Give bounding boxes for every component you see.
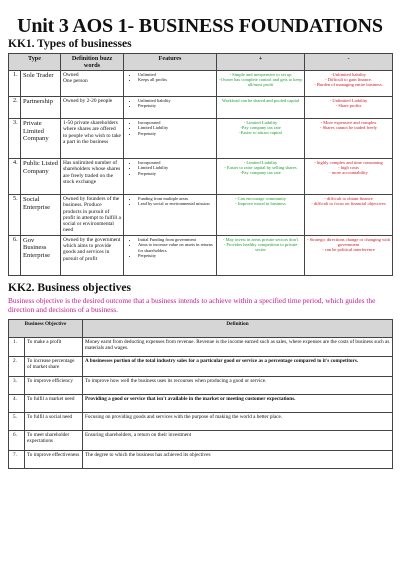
type-definition: 1-50 private shareholders where shares are offered to people who wish to take a part in the business (61, 119, 124, 159)
feature-item: • Perpetuity (138, 253, 214, 258)
objective-name: To increase percentage of market share (25, 356, 83, 376)
objectives-header-row (9, 319, 393, 337)
business-type: Public Listed Company (21, 159, 61, 195)
row-number: 4. (9, 159, 21, 195)
objective-definition: Providing a good or service that isn't available in the market or meeting customer expectations. (83, 394, 393, 412)
disadvantages: - highly complex and time consuming - high costs - more accountability (305, 159, 393, 195)
type-features (124, 195, 217, 236)
type-features (124, 119, 217, 159)
header-definition: Definition buzz words (61, 54, 124, 71)
feature-item: • Incorporated (138, 160, 214, 165)
business-type: Social Enterprise (21, 195, 61, 236)
row-number: 1. (9, 71, 21, 97)
objective-number: 6. (9, 430, 25, 450)
objective-number: 5. (9, 412, 25, 430)
feature-item: • Perpetuity (138, 171, 214, 176)
feature-item: • Initial Funding from government (138, 237, 214, 242)
business-type-row (9, 71, 393, 97)
feature-item: • Limited Liability (138, 125, 214, 130)
objective-name: To improve effectiveness (25, 450, 83, 468)
feature-item: • Unlimited liability (138, 98, 214, 103)
type-definition: Owned by 2-20 people (61, 97, 124, 119)
business-type-row (9, 159, 393, 195)
document-page (8, 15, 392, 469)
header-type: Type (9, 54, 61, 71)
advantages: - Simple and inexpensive to set up -Owner has complete control and gets to keep all/most profit (217, 71, 305, 97)
features-list (126, 72, 214, 83)
type-definition: Owned by the government which aims to provide goods and services in pursuit of profit (61, 235, 124, 275)
type-features (124, 71, 217, 97)
objective-row (9, 394, 393, 412)
feature-item: • Perpetuity (138, 103, 214, 108)
header-plus: + (217, 54, 305, 71)
advantages: - Can encourage community - Improve moral in business (217, 195, 305, 236)
business-type: Private Limited Company (21, 119, 61, 159)
objective-row (9, 450, 393, 468)
objective-definition: Ensuring shareholders, a return on their investment (83, 430, 393, 450)
type-features (124, 97, 217, 119)
disadvantages: -Unlimited liability - Difficult to gain finance. - Burden of managing entire business. (305, 71, 393, 97)
feature-item: • Aims to increase value on assets in returns for shareholders. (138, 242, 214, 253)
objective-name: To make a profit (25, 337, 83, 356)
features-list (126, 196, 214, 207)
disadvantages: - More expensive and complex - Shares cannot be traded freely (305, 119, 393, 159)
advantages: - Limited Liability - Easier to raise capital by selling shares -Pay company tax rate (217, 159, 305, 195)
business-objectives-table (8, 319, 393, 469)
objective-row (9, 412, 393, 430)
disadvantages: - Strategic directions change or changing with government - can be political interference (305, 235, 393, 275)
advantages: - Limited Liability -Pay company tax rate -Easier to attract capital (217, 119, 305, 159)
objective-name: To fulfil a social need (25, 412, 83, 430)
header-business-objective: Business Objective (9, 319, 83, 337)
objective-row (9, 376, 393, 394)
features-list (126, 98, 214, 109)
type-definition: Owned One person (61, 71, 124, 97)
business-type: Gov Business Enterprise (21, 235, 61, 275)
objective-number: 4. (9, 394, 25, 412)
objective-row (9, 356, 393, 376)
type-definition: Has unlimited number of shareholders whose shares are freely traded on the stock exchange (61, 159, 124, 195)
type-features (124, 235, 217, 275)
advantages: - May invest in areas private sectors don't - Provides healthy competition to private sector (217, 235, 305, 275)
business-types-header-row (9, 54, 393, 71)
kk1-heading: KK1. Types of businesses (8, 38, 132, 50)
feature-item: • Funding from multiple areas (138, 196, 214, 201)
objective-number: 3. (9, 376, 25, 394)
features-list (126, 237, 214, 259)
objective-name: To meet shareholder expectations (25, 430, 83, 450)
objective-name: To improve efficiency (25, 376, 83, 394)
feature-item: • Perpetuity (138, 131, 214, 136)
feature-item: • Limited Liability (138, 165, 214, 170)
disadvantages: - Unlimited Liability - Share profits (305, 97, 393, 119)
objective-definition: Focusing on providing goods and services with the purpose of making the world a better place. (83, 412, 393, 430)
business-type-row (9, 97, 393, 119)
feature-item: • Unlimited (138, 72, 214, 77)
objective-number: 1. (9, 337, 25, 356)
objective-row (9, 337, 393, 356)
objective-number: 2. (9, 356, 25, 376)
row-number: 5. (9, 195, 21, 236)
type-features (124, 159, 217, 195)
objective-number: 7. (9, 450, 25, 468)
objective-name: To fulfil a market need (25, 394, 83, 412)
objective-description: Business objective is the desired outcome that a business intends to achieve within a specified time period, which guides the direction and decisions of a business. (8, 295, 376, 314)
objective-row (9, 430, 393, 450)
business-type-row (9, 195, 393, 236)
header-features: Features (124, 54, 217, 71)
row-number: 3. (9, 119, 21, 159)
page-title: Unit 3 AOS 1- BUSINESS FOUNDATIONS (17, 15, 383, 37)
business-types-table (8, 53, 393, 276)
objective-definition: To improve how well the business uses its recourses when producing a good or service. (83, 376, 393, 394)
objective-definition: A businesses portion of the total industry sales for a particular good or service as a percentage compared to it's competitors. (83, 356, 393, 376)
feature-item: • Keeps all profits (138, 77, 214, 82)
objective-definition: The degree to which the business has achieved its objectives (83, 450, 393, 468)
business-type-row (9, 119, 393, 159)
features-list (126, 160, 214, 176)
disadvantages: - difficult to obtain finance - difficult to focus on financial objectives (305, 195, 393, 236)
row-number: 6. (9, 235, 21, 275)
features-list (126, 120, 214, 136)
feature-item: • Lead by social or environmental mission (138, 201, 214, 206)
type-definition: Owned by founders of the business. Produce products in pursuit of profit in attempt to fulfill a social or environmental need (61, 195, 124, 236)
header-objective-definition: Definition (83, 319, 393, 337)
objective-definition: Money earnt from deducting expenses from revenue. Revenue is the income earned such as sales, where expenses are the costs of business such as materials and wages. (83, 337, 393, 356)
business-type-row (9, 235, 393, 275)
advantages: Workload can be shared and pooled capital (217, 97, 305, 119)
header-minus: - (305, 54, 393, 71)
row-number: 2. (9, 97, 21, 119)
business-type: Sole Trader (21, 71, 61, 97)
business-type: Partnership (21, 97, 61, 119)
kk2-heading: KK2. Business objectives (8, 281, 131, 294)
feature-item: • Incorporated (138, 120, 214, 125)
